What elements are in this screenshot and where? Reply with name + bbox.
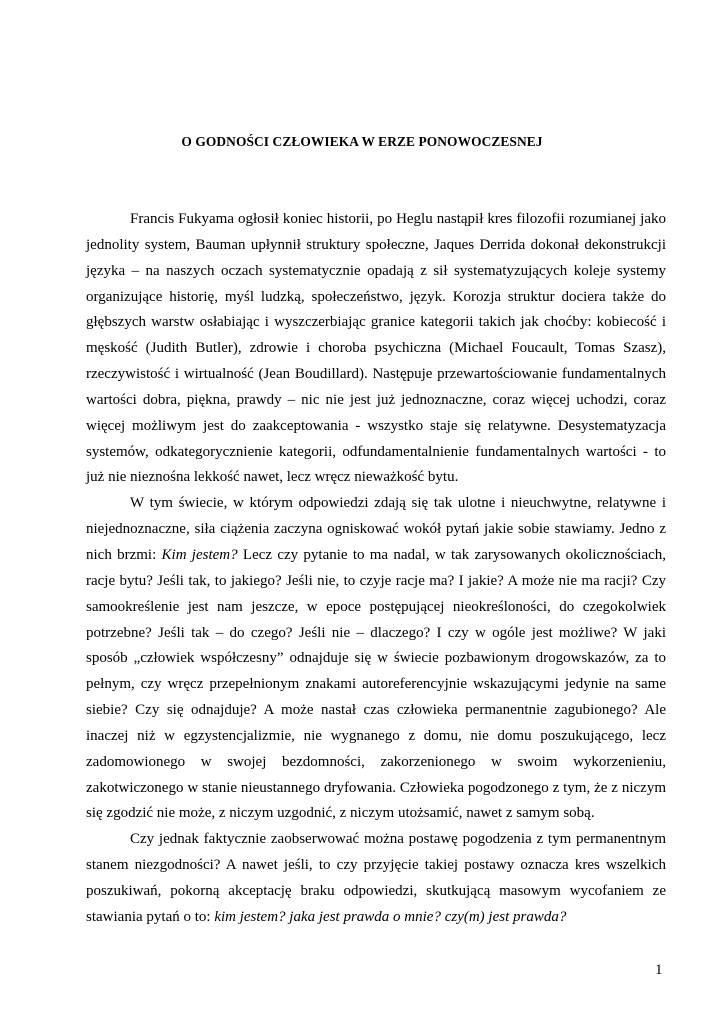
paragraph-2-text-after: Lecz czy pytanie to ma nadal, w tak zarysowanych okolicznościach, racje bytu? Jeśli tak, to jakiego? Jeśli nie, to czyje racje ma? I jakie? A może nie ma racji? Czy samookreślenie jest nam jeszcze, w epoce postępującej nieokreśloności, do czegokolwiek potrzebne? Jeśli tak – do czego? Jeśli nie – dlaczego? I czy w ogóle jest możliwe? W jaki sposób „człowiek współczesny” odnajduje się w świecie pozbawionym drogowskazów, za to pełnym, czy wręcz przepełnionym znakami autoreferencyjnie wskazującymi jedynie na same siebie? Czy się odnajduje? A może nastał czas człowieka permanentnie zagubionego? Ale inaczej niż w egzystencjalizmie, nie wygnanego z domu, nie domu poszukującego, lecz zadomowionego w swojej bezdomności, zakorzenionego w swoim wykorzenieniu, zakotwiczonego w stanie nieustannego dryfowania. Człowieka pogodzonego z tym, że z niczym się zgodzić nie może, z niczym uzgodnić, z niczym utożsamić, nawet z samym sobą.: [86, 546, 667, 822]
paragraph-1: Francis Fukyama ogłosił koniec historii, po Heglu nastąpił kres filozofii rozumianej jako jednolity system, Bauman upłynnił struktury społeczne, Jaques Derrida dokonał dekonstrukcji języka – na naszych oczach systematycznie opadają z sił systematyzujących koleje systemy organizujące historię, myśl ludzką, społeczeństwo, język. Korozja struktur dociera także do głębszych warstw osłabiając i wyszczerbiając granice kategorii takich jak choćby: kobiecość i męskość (Judith Butler), zdrowie i choroba psychiczna (Michael Foucault, Tomas Szasz), rzeczywistość i wirtualność (Jean Boudillard). Następuje przewartościowanie fundamentalnych wartości dobra, piękna, prawdy – nic nie jest już jednoznaczne, coraz więcej uchodzi, coraz więcej możliwym jest do zaakceptowania - wszystko staje się relatywne. Desystematyzacja systemów, odkategorycznienie kategorii, odfundamentalnienie fundamentalnych wartości - to już nie nieznośna lekkość nawet, lecz wręcz nieważkość bytu.: [86, 211, 666, 486]
paragraph-2-text-before: W tym świecie, w którym odpowiedzi zdają się tak ulotne i nieuchwytne, relatywne i niejednoznaczne, siła ciążenia zaczyna ogniskować wokół pytań jakie sobie stawiamy. Jedno z nich brzmi:: [86, 495, 666, 563]
paragraph-2: [86, 491, 666, 827]
document-title: O GODNOŚCI CZŁOWIEKA W ERZE PONOWOCZESNEJ: [181, 134, 543, 149]
paragraph-2-italic-question: Kim jestem?: [161, 546, 238, 563]
paragraph-3: [86, 827, 666, 930]
paragraph-3-italic-questions: kim jestem? jaka jest prawda o mnie? czy(m) jest prawda?: [214, 908, 567, 925]
page-number: 1: [655, 962, 663, 978]
paragraph-3-text-before: Czy jednak faktycznie zaobserwować można postawę pogodzenia z tym permanentnym stanem niezgodności? A nawet jeśli, to czy przyjęcie takiej postawy oznacza kres wszelkich poszukiwań, pokorną akceptację braku odpowiedzi, skutkującą masowym wycofaniem ze stawiania pytań o to:: [86, 831, 666, 925]
document-body: [86, 207, 666, 931]
